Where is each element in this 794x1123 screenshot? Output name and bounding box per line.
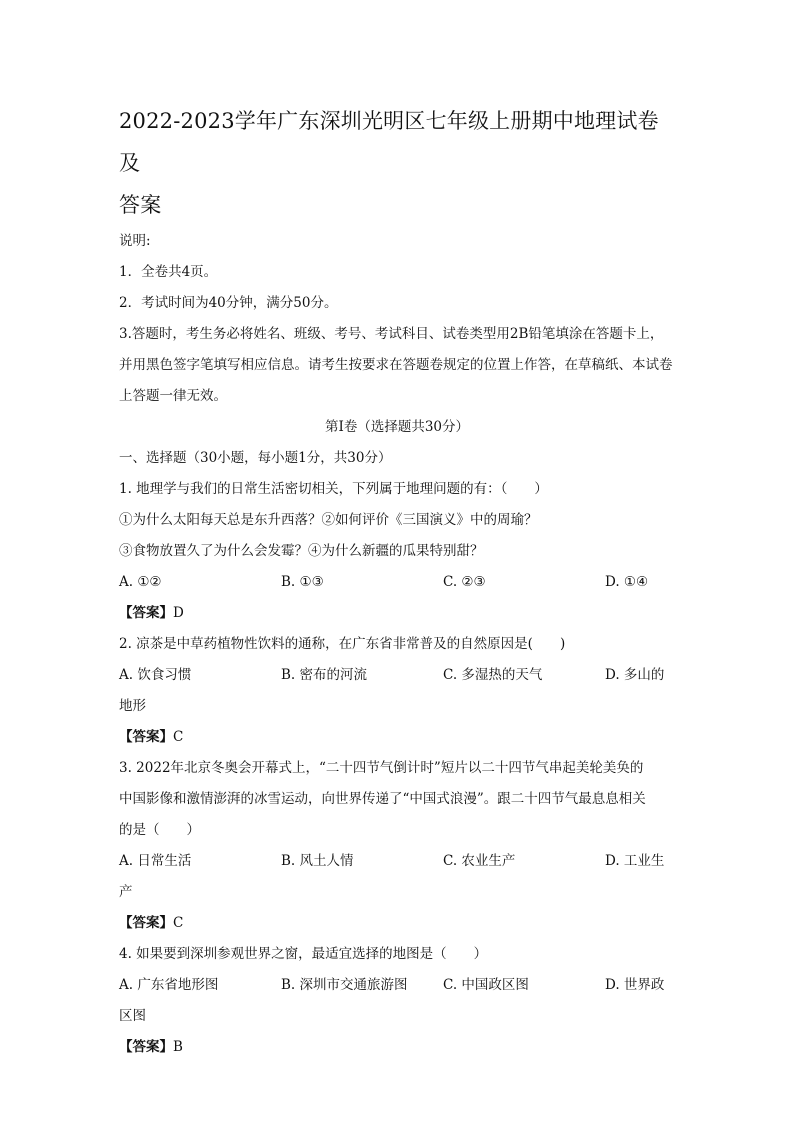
options-row xyxy=(119,970,675,1001)
note-item-3: 3.答题时，考生务必将姓名、班级、考号、考试科目、试卷类型用2B铅笔填涂在答题卡上，并用黑色签字笔填写相应信息。请考生按要求在答题卷规定的位置上作答，在草稿纸、本试卷上答题一律无效。 xyxy=(119,326,673,404)
answer-value: C xyxy=(173,915,184,931)
options-row xyxy=(119,846,675,877)
question-sub-line: ③食物放置久了为什么会发霉？④为什么新疆的瓜果特别甜？ xyxy=(119,543,484,559)
option-a: A. 广东省地形图 xyxy=(119,977,219,993)
question-stem: 4. 如果要到深圳参观世界之窗，最适宜选择的地图是（ ） xyxy=(119,946,488,962)
question-sub-line: ①为什么太阳每天总是东升西落？②如何评价《三国演义》中的周瑜？ xyxy=(119,512,538,528)
option-d: D. 多山的 xyxy=(605,667,665,683)
question-stem: 2. 凉茶是中草药植物性饮料的通称，在广东省非常普及的自然原因是( ) xyxy=(119,636,566,652)
answer-value: C xyxy=(173,729,184,745)
exam-page xyxy=(119,100,675,1063)
answer-tag: 【答案】 xyxy=(119,729,173,745)
question-stem: 中国影像和激情澎湃的冰雪运动，向世界传递了“中国式浪漫”。跟二十四节气最息息相关 xyxy=(119,791,646,807)
part-title: 一、选择题（30小题，每小题1分，共30分） xyxy=(119,450,392,466)
question-1 xyxy=(119,474,675,629)
question-stem: 1. 地理学与我们的日常生活密切相关，下列属于地理问题的有：（ ） xyxy=(119,481,548,497)
option-c: C. 农业生产 xyxy=(443,853,516,869)
option-d: D. ①④ xyxy=(605,574,649,590)
answer-line xyxy=(119,1032,675,1063)
option-d: D. 工业生 xyxy=(605,853,665,869)
answer-value: B xyxy=(173,1039,183,1055)
document-title-line2: 答案 xyxy=(119,193,162,217)
option-c: C. 中国政区图 xyxy=(443,977,529,993)
option-wrap: 产 xyxy=(119,884,133,900)
answer-line xyxy=(119,722,675,753)
answer-tag: 【答案】 xyxy=(119,605,173,621)
option-a: A. 日常生活 xyxy=(119,853,192,869)
option-b: B. 密布的河流 xyxy=(281,667,368,683)
question-4 xyxy=(119,939,675,1063)
option-b: B. 深圳市交通旅游图 xyxy=(281,977,408,993)
option-c: C. ②③ xyxy=(443,574,486,590)
option-a: A. ①② xyxy=(119,574,162,590)
question-stem: 3. 2022年北京冬奥会开幕式上，“二十四节气倒计时”短片以二十四节气串起美轮美奂的 xyxy=(119,760,644,776)
option-wrap: 地形 xyxy=(119,698,146,714)
option-a: A. 饮食习惯 xyxy=(119,667,192,683)
note-item-1: 1．全卷共4页。 xyxy=(119,264,218,280)
answer-line xyxy=(119,598,675,629)
note-item-2: 2．考试时间为40分钟，满分50分。 xyxy=(119,295,338,311)
options-row xyxy=(119,567,675,598)
option-c: C. 多湿热的天气 xyxy=(443,667,543,683)
question-2 xyxy=(119,629,675,753)
answer-line xyxy=(119,908,675,939)
document-title-line1: 2022-2023学年广东深圳光明区七年级上册期中地理试卷及 xyxy=(119,109,659,175)
answer-tag: 【答案】 xyxy=(119,1039,173,1055)
question-3 xyxy=(119,753,675,939)
question-stem: 的是（ ） xyxy=(119,822,200,838)
option-b: B. 风土人情 xyxy=(281,853,354,869)
option-wrap: 区图 xyxy=(119,1008,146,1024)
answer-value: D xyxy=(173,605,184,621)
notes-heading: 说明: xyxy=(119,233,151,249)
options-row xyxy=(119,660,675,691)
option-b: B. ①③ xyxy=(281,574,324,590)
section-title: 第Ⅰ卷（选择题共30分） xyxy=(324,419,469,435)
option-d: D. 世界政 xyxy=(605,977,665,993)
answer-tag: 【答案】 xyxy=(119,915,173,931)
